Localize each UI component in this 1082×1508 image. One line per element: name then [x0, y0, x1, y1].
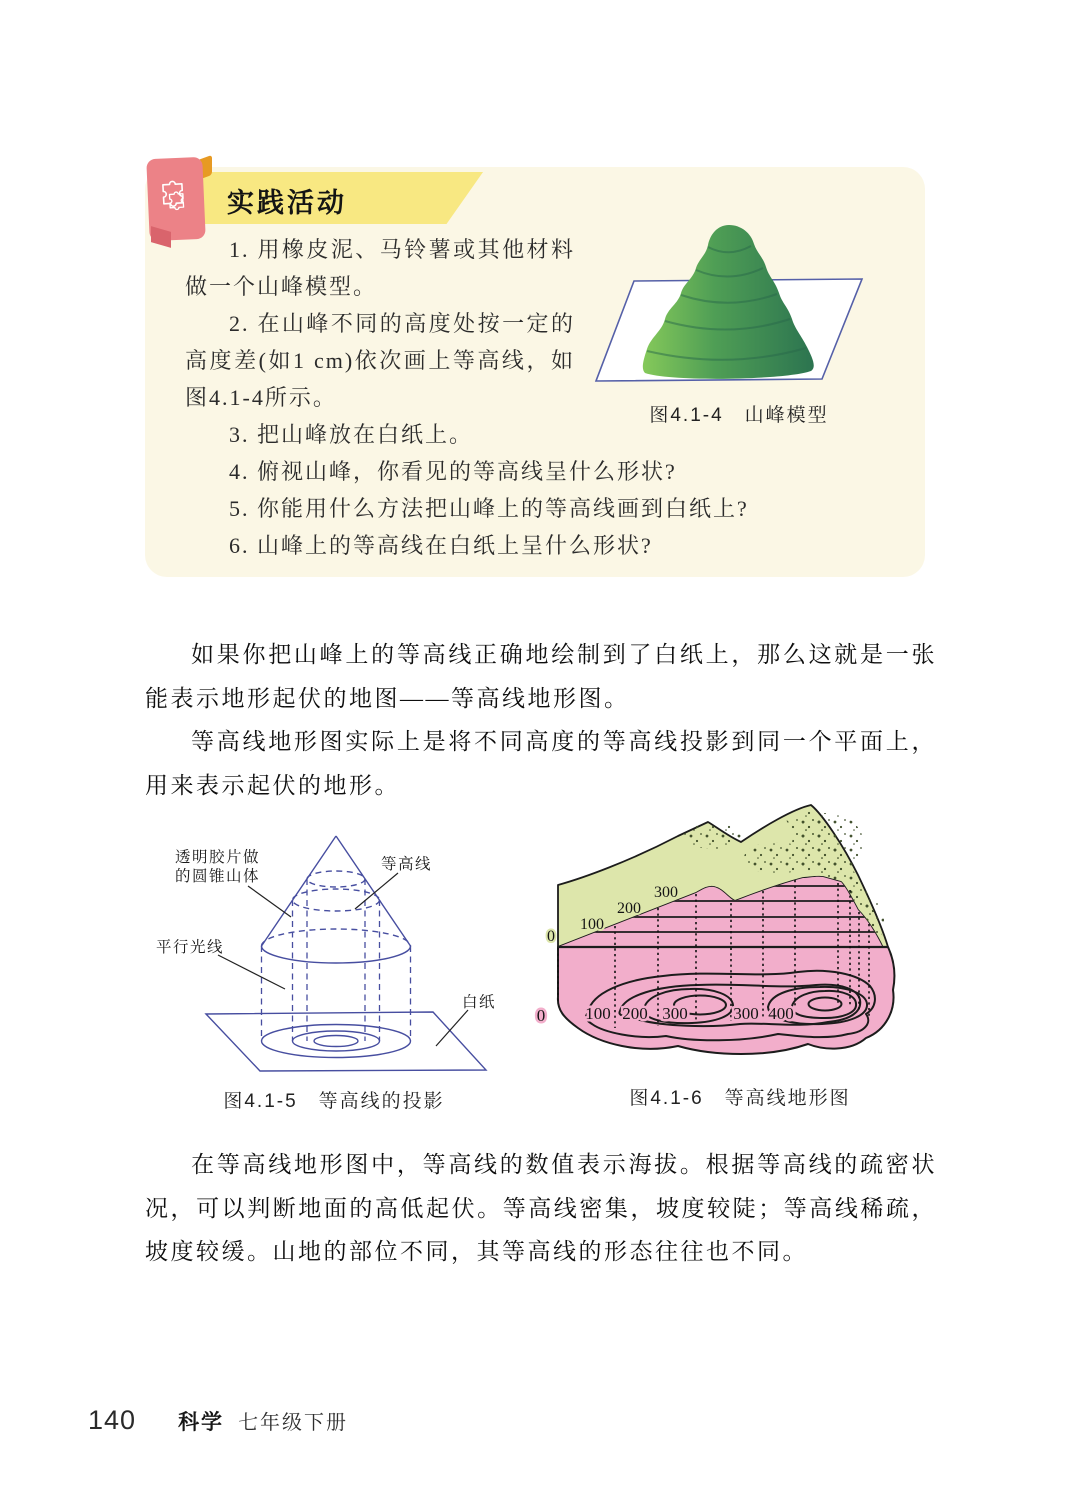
figure-caption: 图4.1-6 等高线地形图 — [629, 1088, 851, 1109]
body-text-block — [145, 1143, 937, 1274]
elevation-label: 0 — [547, 928, 555, 945]
elevation-label: 200 — [617, 900, 641, 917]
activity-step-3: 3. 把山峰放在白纸上。 — [229, 422, 474, 447]
contour-map-illustration — [528, 790, 952, 1072]
body-text-block — [145, 633, 937, 807]
activity-step-4: 4. 俯视山峰，你看见的等高线呈什么形状? — [229, 459, 677, 484]
activity-step-6: 6. 山峰上的等高线在白纸上呈什么形状? — [229, 533, 653, 558]
activity-step-1: 1. 用橡皮泥、马铃薯或其他材料做一个山峰模型。 — [185, 237, 575, 299]
label-cone-material: 的圆锥山体 — [175, 868, 261, 885]
activity-tab — [148, 158, 204, 240]
activity-box — [145, 167, 925, 577]
figure-caption: 图4.1-4 山峰模型 — [649, 405, 829, 426]
body-paragraph-1: 如果你把山峰上的等高线正确地绘制到了白纸上，那么这就是一张能表示地形起伏的地图——等高线地形图。 — [145, 642, 937, 711]
contour-map-body — [558, 947, 894, 1054]
contour-value-label: 0 — [536, 1006, 546, 1025]
label-parallel-light: 平行光线 — [156, 939, 225, 956]
elevation-label: 300 — [654, 884, 678, 901]
white-paper-plane — [206, 1012, 486, 1071]
label-cone-material: 透明胶片做 — [175, 849, 261, 866]
contour-value-label: 200 — [622, 1004, 648, 1023]
activity-step-2: 2. 在山峰不同的高度处按一定的高度差(如1 cm)依次画上等高线，如图4.1-4所示。 — [185, 311, 575, 410]
mountain-model-illustration — [594, 211, 884, 391]
contour-value-label: 300 — [662, 1004, 688, 1023]
label-contour-line: 等高线 — [381, 856, 433, 873]
contour-value-label: 400 — [768, 1004, 794, 1023]
footer-subject: 科学 — [178, 1411, 225, 1434]
footer-volume: 七年级下册 — [238, 1412, 349, 1434]
puzzle-icon — [156, 177, 196, 222]
body-paragraph-3: 在等高线地形图中，等高线的数值表示海拔。根据等高线的疏密状况，可以判断地面的高低起伏。等高线密集，坡度较陡；等高线稀疏，坡度较缓。山地的部位不同，其等高线的形态往往也不同。 — [145, 1152, 937, 1264]
figure-caption: 图4.1-5 等高线的投影 — [223, 1091, 445, 1112]
elevation-label: 100 — [580, 916, 604, 933]
figure-mountain-model — [589, 211, 889, 428]
contour-value-label: 300 — [733, 1004, 759, 1023]
contour-projection-illustration — [148, 822, 520, 1074]
label-white-paper: 白纸 — [462, 994, 497, 1011]
page-footer — [88, 1405, 348, 1436]
activity-step-5: 5. 你能用什么方法把山峰上的等高线画到白纸上? — [229, 496, 749, 521]
body-paragraph-2: 等高线地形图实际上是将不同高度的等高线投影到同一个平面上，用来表示起伏的地形。 — [145, 729, 937, 798]
figure-contour-projection — [148, 822, 520, 1114]
activity-content — [145, 167, 925, 564]
figure-contour-map — [528, 790, 952, 1111]
page-number: 140 — [88, 1405, 137, 1435]
activity-title: 实践活动 — [227, 188, 347, 218]
contour-value-label: 100 — [585, 1004, 611, 1023]
activity-banner — [161, 172, 493, 224]
